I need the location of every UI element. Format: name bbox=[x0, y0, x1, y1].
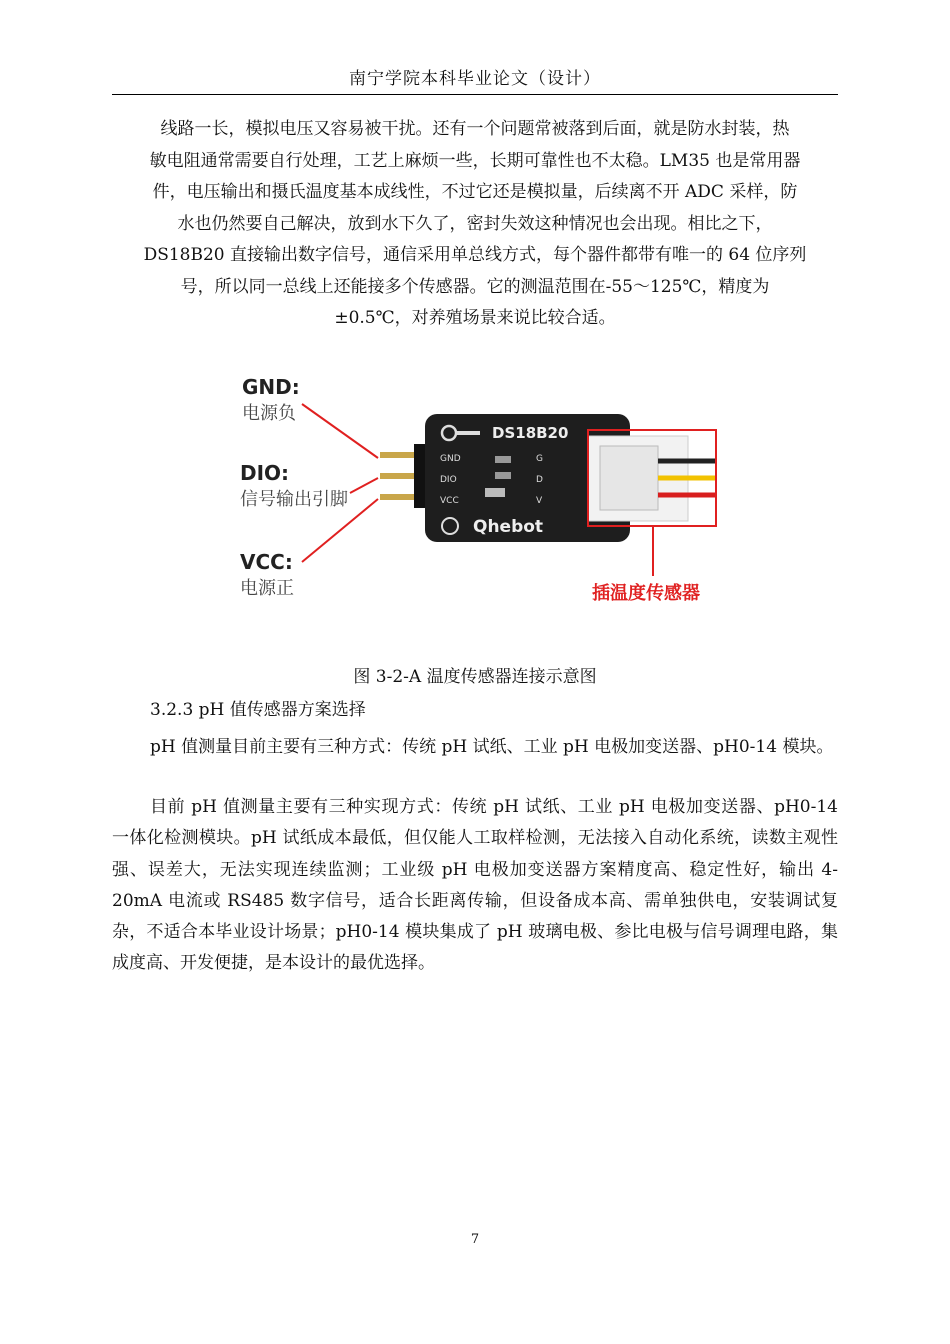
dio-desc: 信号输出引脚 bbox=[240, 489, 348, 510]
header-pins bbox=[380, 444, 428, 508]
paragraph-line: 号，所以同一总线上还能接多个传感器。它的测温范围在-55～125℃，精度为 bbox=[180, 276, 770, 297]
key-icon-shaft bbox=[456, 431, 480, 435]
pointer-lines bbox=[302, 404, 378, 562]
board-pin-v: V bbox=[536, 496, 543, 506]
ds18b20-connection-figure bbox=[230, 366, 730, 616]
smd-component bbox=[495, 472, 511, 479]
board-pin-g: G bbox=[536, 454, 543, 464]
gnd-desc: 电源负 bbox=[242, 403, 296, 424]
gnd-pointer bbox=[302, 404, 378, 458]
board-pin-vcc: VCC bbox=[440, 496, 459, 506]
gnd-label: GND: bbox=[242, 375, 300, 399]
page-number: 7 bbox=[470, 1232, 480, 1247]
page-header: 南宁学院本科毕业论文（设计） bbox=[112, 66, 838, 95]
paragraph-line: DS18B20 直接输出数字信号，通信采用单总线方式，每个器件都带有唯一的 64 位序列 bbox=[143, 245, 807, 265]
smd-component bbox=[485, 488, 505, 497]
connector-plug bbox=[600, 446, 658, 510]
figure-caption: 图 3-2-A 温度传感器连接示意图 bbox=[353, 667, 597, 687]
board-pin-d: D bbox=[536, 475, 543, 485]
paragraph-line: 水也仍然要自己解决，放到水下久了，密封失效这种情况也会出现。相比之下， bbox=[177, 213, 773, 234]
dio-label: DIO: bbox=[240, 461, 290, 485]
paragraph-line: 线路一长，模拟电压又容易被干扰。还有一个问题常被落到后面，就是防水封装，热 bbox=[160, 119, 790, 139]
board-pin-gnd: GND bbox=[440, 454, 461, 464]
smd-component bbox=[495, 456, 511, 463]
board-pin-dio: DIO bbox=[440, 475, 457, 485]
plug-label: 插温度传感器 bbox=[592, 583, 700, 604]
body-paragraph-2: pH 值测量目前主要有三种方式：传统 pH 试纸、工业 pH 电极加变送器、pH0-14 模块。 bbox=[150, 737, 834, 757]
vcc-desc: 电源正 bbox=[240, 578, 294, 599]
subsection-heading: 3.2.3 pH 值传感器方案选择 bbox=[150, 700, 366, 720]
brand-logo: Qhebot bbox=[473, 517, 544, 537]
vcc-label: VCC: bbox=[240, 550, 293, 574]
body-paragraph-3: 目前 pH 值测量主要有三种实现方式：传统 pH 试纸、工业 pH 电极加变送器、pH0-14 一体化检测模块。pH 试纸成本最低，但仅能人工取样检测，无法接入自动化系统，读数主观性强、误差大，无法实现连续监测；工业级 pH 电极加变送器方案精度高、稳定性好，输出 4-20mA 电流或 RS485 数字信号，适合长距离传输，但设备成本高、需单独供电，安装调试复杂，不适合本毕业设计场景；pH0-14 模块集成了 pH 玻璃电极、参比电极与信号调理电路，集成度高、开发便捷，是本设计的最优选择。 bbox=[112, 797, 838, 974]
body-paragraph-1 bbox=[112, 114, 838, 335]
paragraph-line: 件，电压输出和摄氏温度基本成线性，不过它还是模拟量，后续离不开 ADC 采样，防 bbox=[152, 182, 798, 202]
dio-pointer bbox=[350, 478, 378, 493]
paragraph-line: ±0.5℃，对养殖场景来说比较合适。 bbox=[334, 308, 616, 328]
paragraph-line: 敏电阻通常需要自行处理，工艺上麻烦一些，长期可靠性也不太稳。LM35 也是常用器 bbox=[149, 150, 801, 171]
board-name: DS18B20 bbox=[492, 424, 569, 442]
